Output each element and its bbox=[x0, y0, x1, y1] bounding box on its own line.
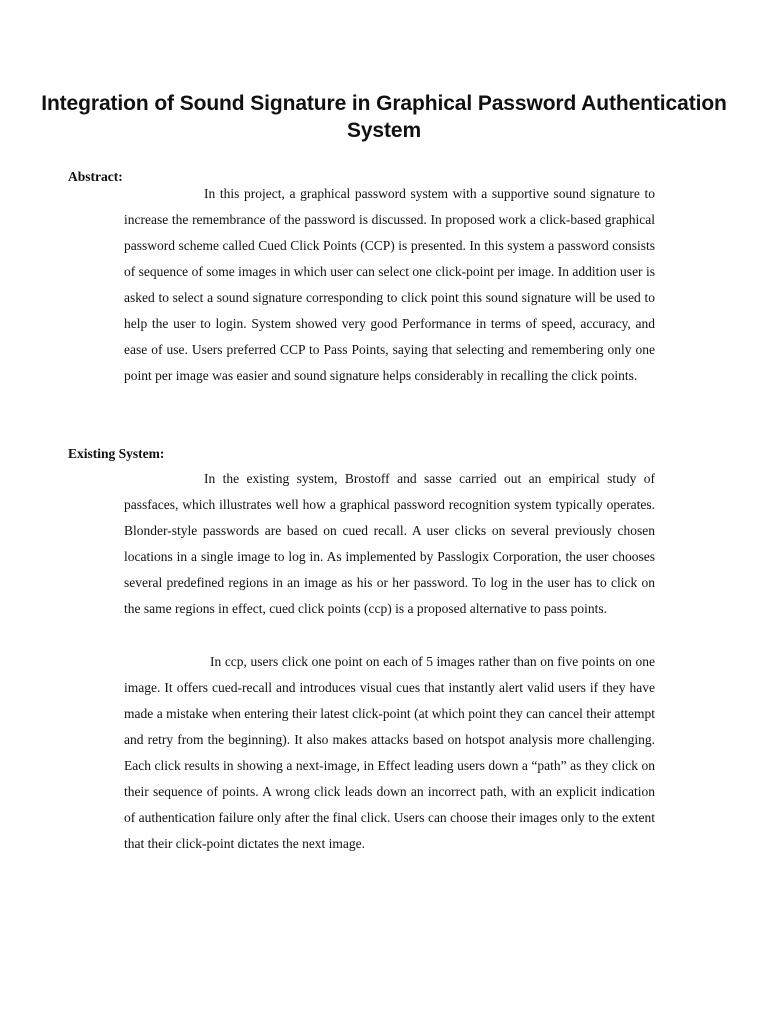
abstract-heading: Abstract: bbox=[68, 169, 123, 184]
abstract-paragraph: In this project, a graphical password system with a supportive sound signature to increase the remembrance of the password is discussed. In proposed work a click-based graphical password scheme called Cued Click Points (CCP) is presented. In this system a password consists of sequence of some images in which user can select one click-point per image. In addition user is asked to select a sound signature corresponding to click point this sound signature will be used to help the user to login. System showed very good Performance in terms of speed, accuracy, and ease of use. Users preferred CCP to Pass Points, saying that selecting and remembering only one point per image was easier and sound signature helps considerably in recalling the click points. bbox=[124, 186, 655, 383]
existing-system-heading: Existing System: bbox=[68, 446, 165, 461]
document-title: Integration of Sound Signature in Graphical Password Authentication System bbox=[41, 92, 727, 142]
existing-system-paragraph-1: In the existing system, Brostoff and sasse carried out an empirical study of passfaces, which illustrates well how a graphical password recognition system typically operates. Blonder-style passwords are based on cued recall. A user clicks on several previously chosen locations in a single image to log in. As implemented by Passlogix Corporation, the user chooses several predefined regions in an image as his or her password. To log in the user has to click on the same regions in effect, cued click points (ccp) is a proposed alternative to pass points. bbox=[124, 471, 655, 616]
existing-system-paragraph-2: In ccp, users click one point on each of 5 images rather than on five points on one image. It offers cued-recall and introduces visual cues that instantly alert valid users if they have made a mistake when entering their latest click-point (at which point they can cancel their attempt and retry from the beginning). It also makes attacks based on hotspot analysis more challenging. Each click results in showing a next-image, in Effect leading users down a “path” as they click on their sequence of points. A wrong click leads down an incorrect path, with an explicit indication of authentication failure only after the final click. Users can choose their images only to the extent that their click-point dictates the next image. bbox=[124, 654, 655, 851]
